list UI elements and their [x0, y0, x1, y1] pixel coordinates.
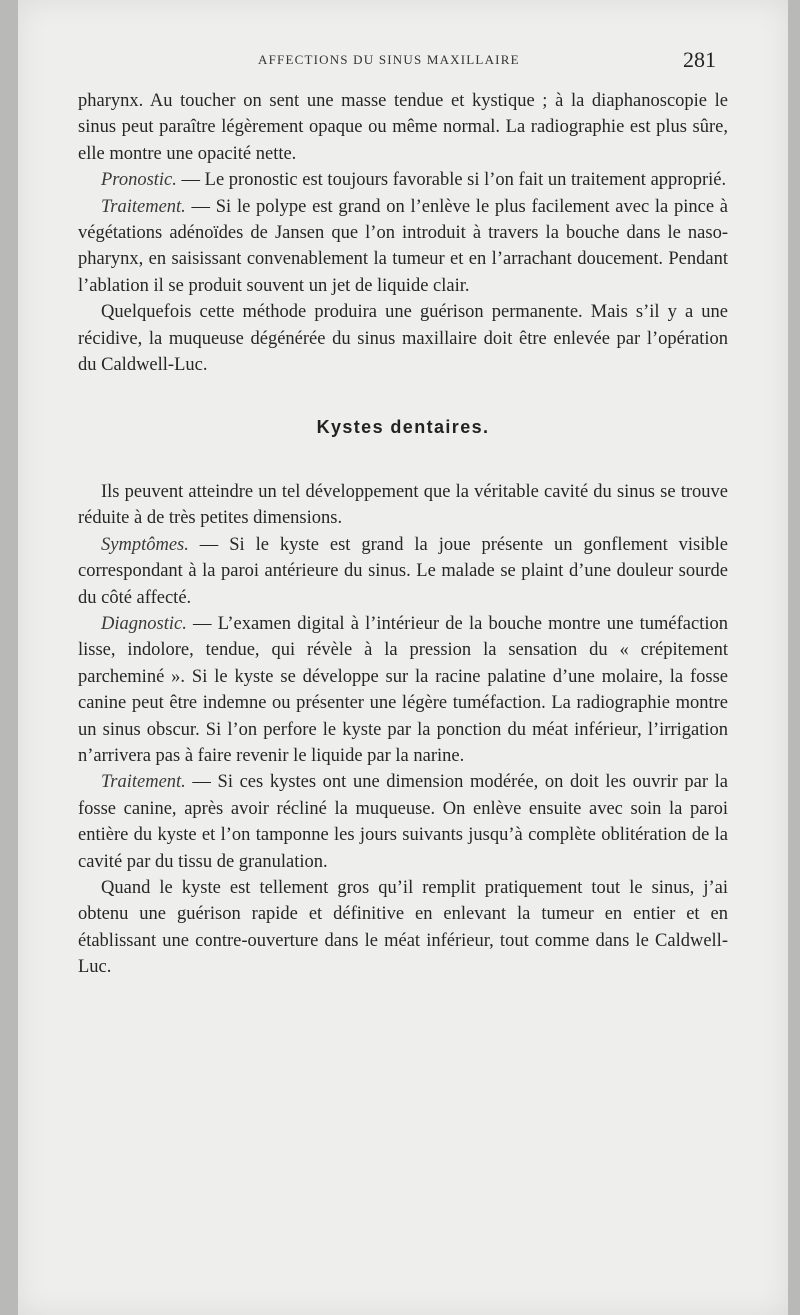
paragraph [78, 167, 728, 193]
paragraph: pharynx. Au toucher on sent une masse tendue et kystique ; à la diaphanoscopie le sinus peut paraître légèrement opaque ou même normal. La radiographie est plus sûre, elle montre une opacité nette. [78, 91, 728, 164]
paragraph [78, 769, 728, 875]
body-text [78, 88, 728, 981]
paragraph [78, 611, 728, 769]
page-number: 281 [683, 47, 716, 72]
section-heading: Kystes dentaires. [316, 417, 490, 438]
book-page [18, 0, 788, 1315]
paragraph-text: — Le pronostic est toujours favorable si l’on fait un traitement approprié. [176, 170, 727, 191]
paragraph-text: — L’examen digital à l’intérieur de la bouche montre une tuméfaction lisse, indolore, tendue, qui révèle à la pression la sensation du « crépitement parcheminé ». Si le kyste se développe sur la racine palatine d’une molaire, la fosse canine peut être indemne ou présenter une légère tuméfaction. La radiographie montre un sinus obscur. Si l’on perfore le kyste par la ponction du méat inférieur, l’irrigation n’arrivera pas à faire revenir le liquide par la narine. [78, 613, 728, 766]
paragraph-label: Pronostic. [101, 170, 177, 191]
paragraph: Quand le kyste est tellement gros qu’il remplit pratiquement tout le sinus, j’ai obtenu une guérison rapide et définitive en enlevant la tumeur en entier et en établissant une contre-ouverture dans le méat inférieur, tout comme dans le Caldwell-Luc. [78, 877, 728, 978]
running-title: AFFECTIONS DU SINUS MAXILLAIRE [258, 52, 520, 67]
paragraph-label: Traitement. [101, 196, 186, 217]
paragraph-label: Diagnostic. [101, 613, 187, 634]
page-header [18, 47, 788, 76]
paragraph-text: — Si le polype est grand on l’enlève le plus facilement avec la pince à végétations adénoïdes de Jansen que l’on introduit à travers la bouche dans le naso-pharynx, en saisissant convenablement la tumeur et en l’arrachant doucement. Pendant l’ablation il se produit souvent un jet de liquide clair. [78, 196, 728, 296]
paragraph: Quelquefois cette méthode produira une guérison permanente. Mais s’il y a une récidive, la muqueuse dégénérée du sinus maxillaire doit être enlevée par l’opération du Caldwell-Luc. [78, 302, 728, 376]
paragraph [78, 532, 728, 611]
paragraph-label: Traitement. [101, 772, 186, 793]
paragraph-text: — Si le kyste est grand la joue présente un gonflement visible correspondant à la paroi antérieure du sinus. Le malade se plaint d’une douleur sourde du côté affecté. [78, 534, 728, 608]
paragraph [78, 194, 728, 300]
paragraph-text: — Si ces kystes ont une dimension modérée, on doit les ouvrir par la fosse canine, après avoir récliné la muqueuse. On enlève ensuite avec soin la paroi entière du kyste et l’on tamponne les jours suivants jusqu’à complète oblitération de la cavité par du tissu de granulation. [78, 772, 728, 872]
paragraph: Ils peuvent atteindre un tel développement que la véritable cavité du sinus se trouve réduite à de très petites dimensions. [78, 481, 728, 529]
paragraph-label: Symptômes. [101, 534, 189, 555]
